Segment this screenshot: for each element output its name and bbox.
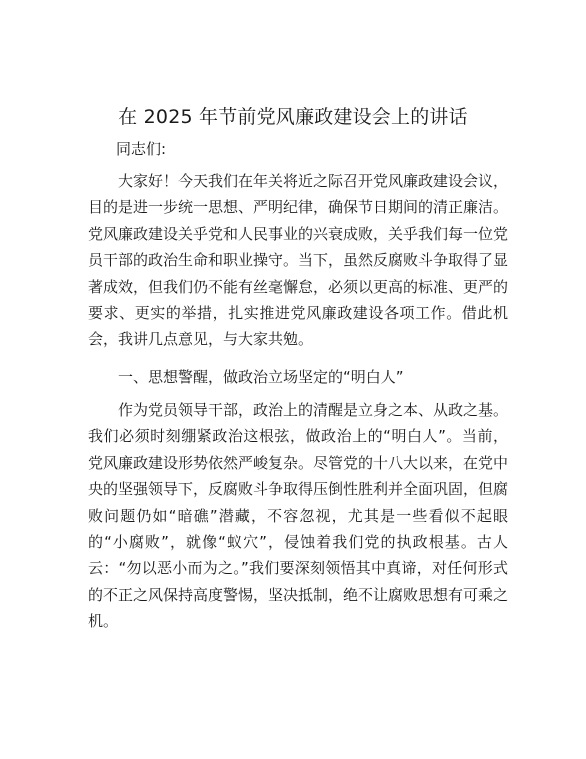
greeting: 同志们: — [116, 140, 167, 158]
paragraph-2: 作为党员领导干部，政治上的清醒是立身之本、从政之基。我们必须时刻绷紧政治这根弦，做政治上的“明白人”。当前，党风廉政建设形势依然严峻复杂。尽管党的十八大以来，在党中央的坚强领导下，反腐败斗争取得压倒性胜利并全面巩固，但腐败问题仍如“暗礁”潜藏，不容忽视，尤其是一些看似不起眼的“小腐败”，就像“蚁穴”，侵蚀着我们党的执政根基。古人云：“勿以恶小而为之。”我们要深刻领悟其中真谛，对任何形式的不正之风保持高度警惕，坚决抵制，绝不让腐败思想有可乘之机。 — [88, 401, 509, 631]
section-heading-1: 一、思想警醒，做政治立场坚定的“明白人” — [118, 368, 404, 386]
document-title: 在 2025 年节前党风廉政建设会上的讲话 — [118, 106, 468, 128]
paragraph-1: 大家好！今天我们在年关将近之际召开党风廉政建设会议，目的是进一步统一思想、严明纪律，确保节日期间的清正廉洁。党风廉政建设关乎党和人民事业的兴衰成败，关乎我们每一位党员干部的政治生命和职业操守。当下，虽然反腐败斗争取得了显著成效，但我们仍不能有丝毫懈怠，必须以更高的标准、更严的要求、更实的举措，扎实推进党风廉政建设各项工作。借此机会，我讲几点意见，与大家共勉。 — [88, 172, 509, 349]
